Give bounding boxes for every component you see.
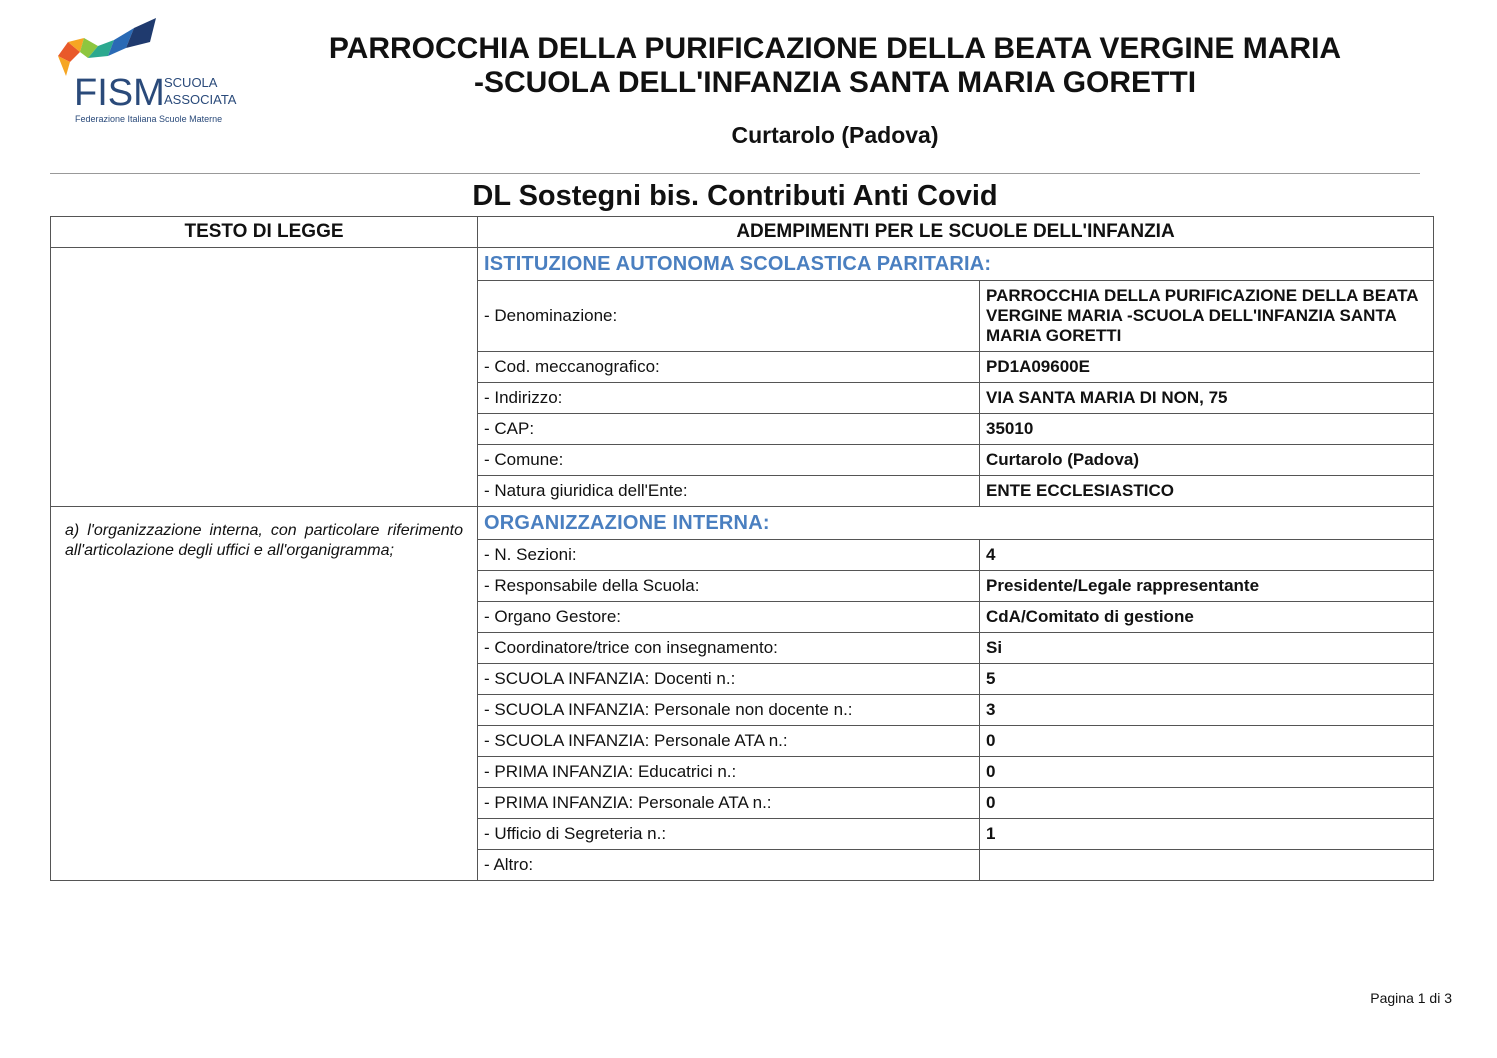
table-header-row (51, 217, 1434, 248)
row-value: Curtarolo (Padova) (980, 445, 1434, 476)
row-value: PD1A09600E (980, 352, 1434, 383)
fism-logo (54, 18, 254, 128)
main-table (50, 216, 1434, 881)
row-label: - Cod. meccanografico: (478, 352, 980, 383)
logo-tagline: Federazione Italiana Scuole Materne (75, 114, 223, 124)
col-header-adempimenti: ADEMPIMENTI PER LE SCUOLE DELL'INFANZIA (478, 217, 1434, 248)
row-label: - Altro: (478, 850, 980, 881)
section2-legal-text: a) l'organizzazione interna, con particolare riferimento all'articolazione degli uffici e all'organigramma; (51, 507, 478, 881)
section1-title: ISTITUZIONE AUTONOMA SCOLASTICA PARITARIA: (478, 248, 1434, 281)
row-value: 4 (980, 540, 1434, 571)
col-header-testo-di-legge: TESTO DI LEGGE (51, 217, 478, 248)
row-label: - Coordinatore/trice con insegnamento: (478, 633, 980, 664)
row-value: Presidente/Legale rappresentante (980, 571, 1434, 602)
section1-legal-cell (51, 248, 478, 507)
row-value: 0 (980, 757, 1434, 788)
row-label: - Responsabile della Scuola: (478, 571, 980, 602)
header-location: Curtarolo (Padova) (731, 122, 939, 148)
row-value: PARROCCHIA DELLA PURIFICAZIONE DELLA BEATA VERGINE MARIA -SCUOLA DELL'INFANZIA SANTA MARIA GORETTI (980, 281, 1434, 352)
header-title-line1: PARROCCHIA DELLA PURIFICAZIONE DELLA BEATA VERGINE MARIA (328, 32, 1342, 65)
row-value: 0 (980, 788, 1434, 819)
row-value (980, 850, 1434, 881)
section2-title: ORGANIZZAZIONE INTERNA: (478, 507, 1434, 540)
logo-sub-line1: SCUOLA (164, 75, 218, 90)
row-label: - Indirizzo: (478, 383, 980, 414)
section1-title-row (51, 248, 1434, 281)
row-label: - SCUOLA INFANZIA: Docenti n.: (478, 664, 980, 695)
header-title-line2: -SCUOLA DELL'INFANZIA SANTA MARIA GORETTI (473, 66, 1197, 99)
row-label: - N. Sezioni: (478, 540, 980, 571)
row-label: - CAP: (478, 414, 980, 445)
row-value: CdA/Comitato di gestione (980, 602, 1434, 633)
header-divider (50, 173, 1420, 174)
row-label: - SCUOLA INFANZIA: Personale non docente n.: (478, 695, 980, 726)
section2-title-row (51, 507, 1434, 540)
row-value: 35010 (980, 414, 1434, 445)
page-number: Pagina 1 di 3 (1370, 990, 1452, 1006)
fism-logo-mark-icon (54, 18, 164, 78)
row-label: - Natura giuridica dell'Ente: (478, 476, 980, 507)
row-label: - Comune: (478, 445, 980, 476)
row-label: - Ufficio di Segreteria n.: (478, 819, 980, 850)
logo-wordmark: FISM (74, 72, 165, 114)
document-title: DL Sostegni bis. Contributi Anti Covid (472, 180, 998, 212)
row-label: - PRIMA INFANZIA: Educatrici n.: (478, 757, 980, 788)
row-value: 5 (980, 664, 1434, 695)
row-value: 0 (980, 726, 1434, 757)
row-value: ENTE ECCLESIASTICO (980, 476, 1434, 507)
row-label: - PRIMA INFANZIA: Personale ATA n.: (478, 788, 980, 819)
row-label: - Denominazione: (478, 281, 980, 352)
row-value: 1 (980, 819, 1434, 850)
row-value: Si (980, 633, 1434, 664)
logo-sub-line2: ASSOCIATA (164, 92, 237, 107)
row-label: - SCUOLA INFANZIA: Personale ATA n.: (478, 726, 980, 757)
row-label: - Organo Gestore: (478, 602, 980, 633)
row-value: 3 (980, 695, 1434, 726)
row-value: VIA SANTA MARIA DI NON, 75 (980, 383, 1434, 414)
